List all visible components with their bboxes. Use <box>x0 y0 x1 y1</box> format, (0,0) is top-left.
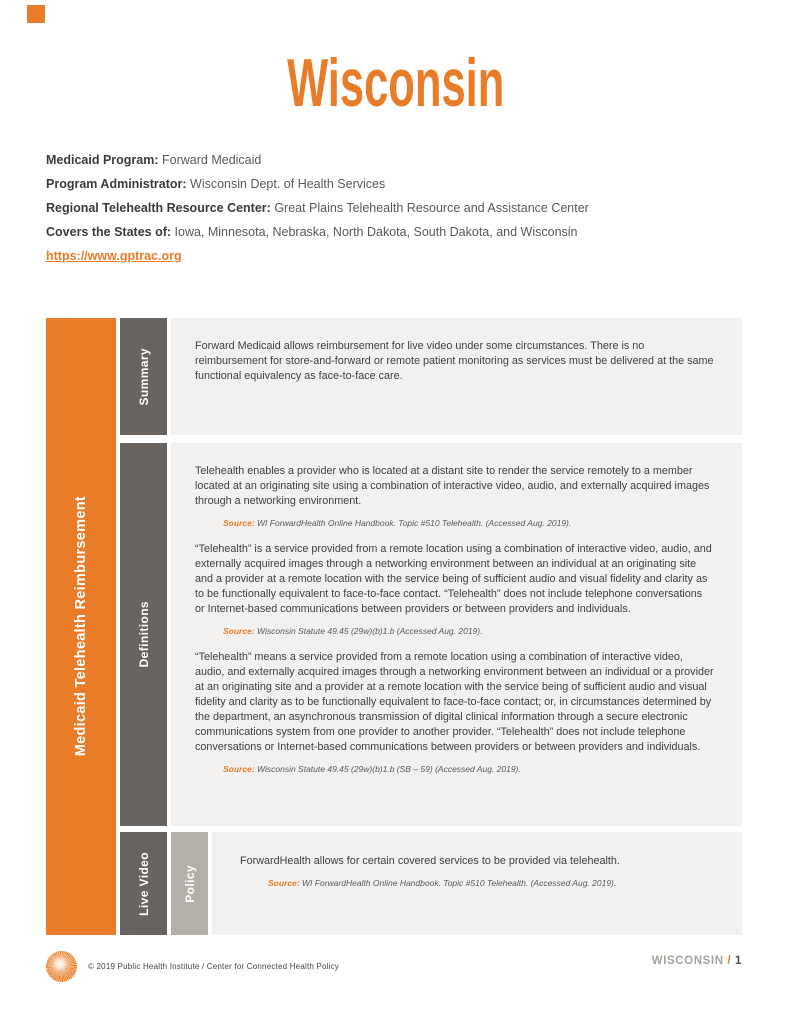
definitions-paragraph-2: “Telehealth” is a service provided from a remote location using a combination of interactive video, audio, and externally acquired images through a networking environment between an individual at an originating site and a provider at a remote location with the service being of sufficient audio and visual fidelity and clarity as to be functionally equivalent to face-to-face contact. “Telehealth” does not include telephone conversations or Internet-based communications between providers or between providers and individuals. <box>195 543 712 615</box>
source-label: Source: <box>223 764 255 774</box>
info-line-resource-center <box>46 201 589 215</box>
tab-live-video-label: Live Video <box>136 851 151 916</box>
source-citation-live-video <box>268 878 714 889</box>
policy-table <box>46 318 742 935</box>
info-line-program-administrator <box>46 177 589 191</box>
live-video-text: ForwardHealth allows for certain covered services to be provided via telehealth. <box>240 855 620 867</box>
tab-live-video <box>120 832 167 935</box>
info-value: Great Plains Telehealth Resource and Assistance Center <box>274 201 589 215</box>
live-video-panel <box>212 832 742 935</box>
tab-definitions <box>120 443 167 826</box>
definitions-panel <box>171 443 742 826</box>
tab-policy-label: Policy <box>182 864 197 903</box>
source-text: WI ForwardHealth Online Handbook. Topic #510 Telehealth. (Accessed Aug. 2019). <box>257 518 572 528</box>
category-rail-label: Medicaid Telehealth Reimbursement <box>73 496 89 757</box>
program-info-block <box>46 153 589 273</box>
info-label: Program Administrator: <box>46 177 187 191</box>
info-value: Iowa, Minnesota, Nebraska, North Dakota, South Dakota, and Wisconsin <box>174 225 578 239</box>
section-definitions <box>46 443 742 826</box>
section-summary <box>46 318 742 435</box>
source-citation-1 <box>223 518 714 529</box>
info-line-medicaid-program <box>46 153 589 167</box>
info-label: Medicaid Program: <box>46 153 159 167</box>
source-text: Wisconsin Statute 49.45 (29w)(b)1.b (SB – 59) (Accessed Aug. 2019). <box>257 764 521 774</box>
corner-accent-square <box>27 5 45 23</box>
source-citation-3 <box>223 764 714 775</box>
source-label: Source: <box>268 878 300 888</box>
definitions-paragraph-3: “Telehealth” means a service provided from a remote location using a combination of interactive video, audio, and externally acquired images through a networking environment between an individual or a provider at an originating site and a provider at a remote location with the service being of sufficient audio and visual fidelity and clarity as to be functionally equivalent to face-to-face contact; or, in circumstances determined by the department, an asynchronous transmission of digital clinical information through a secure electronic communications system from one provider to another provider. “Telehealth” does not include telephone conversations or Internet-based communications between providers or between providers and individuals. <box>195 651 714 753</box>
info-label: Covers the States of: <box>46 225 172 239</box>
footer-state-label: WISCONSIN <box>651 955 724 967</box>
source-text: WI ForwardHealth Online Handbook. Topic #510 Telehealth. (Accessed Aug. 2019). <box>302 878 617 888</box>
summary-text: Forward Medicaid allows reimbursement for live video under some circumstances. There is no reimbursement for store-and-forward or remote patient monitoring as services must be delivered at the same functional equivalency as face-to-face care. <box>195 340 714 382</box>
definitions-paragraph-1: Telehealth enables a provider who is located at a distant site to render the service remotely to a member located at an originating site using a combination of interactive video, audio, and externally acquired images through a networking environment. <box>195 465 710 507</box>
footer-page-number: 1 <box>735 955 742 967</box>
section-live-video <box>46 832 742 935</box>
info-value: Forward Medicaid <box>162 153 262 167</box>
source-label: Source: <box>223 518 255 528</box>
source-label: Source: <box>223 626 255 636</box>
info-label: Regional Telehealth Resource Center: <box>46 201 271 215</box>
phi-sunburst-logo-icon <box>46 951 77 982</box>
tab-definitions-label: Definitions <box>136 601 151 668</box>
page-number-block <box>652 955 742 967</box>
page-title-text: Wisconsin <box>286 45 505 121</box>
footer-separator: / <box>727 955 732 967</box>
info-line-covered-states <box>46 225 589 239</box>
tab-summary <box>120 318 167 435</box>
copyright-text: © 2019 Public Health Institute / Center for Connected Health Policy <box>88 962 339 971</box>
summary-panel <box>171 318 742 435</box>
info-line-link <box>46 249 589 263</box>
info-value: Wisconsin Dept. of Health Services <box>190 177 386 191</box>
gptrac-link[interactable]: https://www.gptrac.org <box>46 249 182 263</box>
tab-policy <box>171 832 208 935</box>
page-title <box>0 45 791 121</box>
source-text: Wisconsin Statute 49.45 (29w)(b)1.b (Accessed Aug. 2019). <box>257 626 483 636</box>
tab-summary-label: Summary <box>136 347 151 406</box>
source-citation-2 <box>223 626 714 637</box>
